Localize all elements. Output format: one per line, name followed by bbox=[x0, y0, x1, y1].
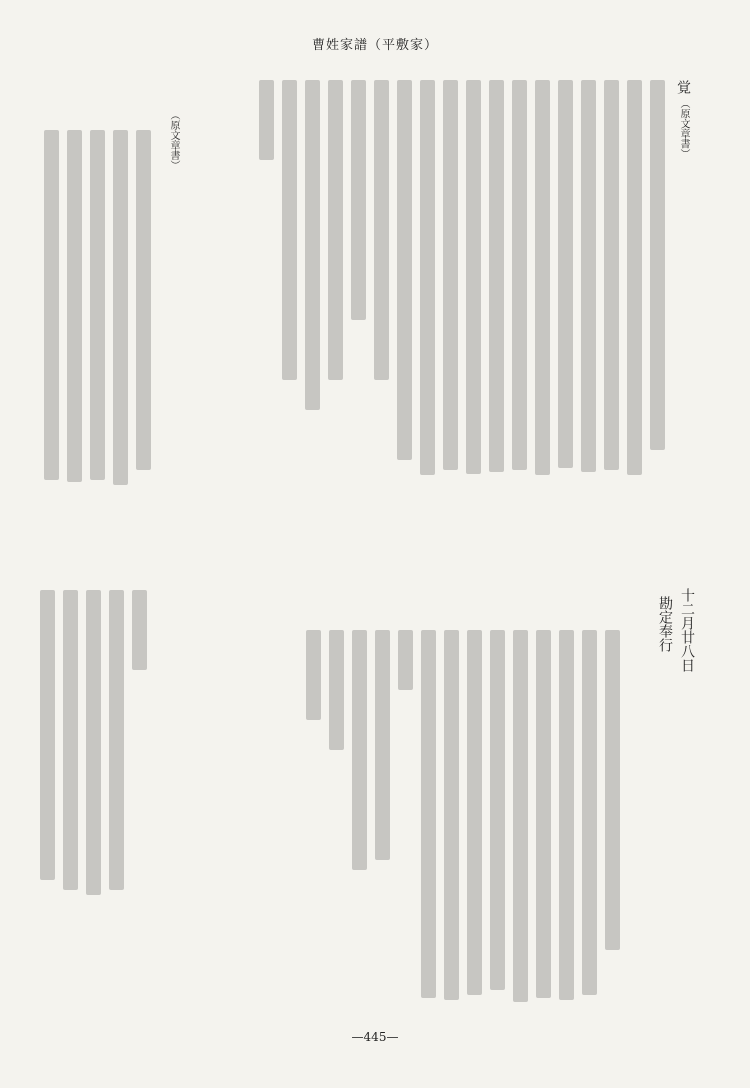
upper-left-text bbox=[44, 130, 151, 490]
text-line bbox=[398, 630, 413, 690]
text-line bbox=[558, 80, 573, 468]
text-line bbox=[374, 80, 389, 380]
text-line bbox=[420, 80, 435, 475]
text-line bbox=[559, 630, 574, 1000]
text-line bbox=[352, 630, 367, 870]
text-line bbox=[627, 80, 642, 475]
text-line bbox=[535, 80, 550, 475]
text-line bbox=[136, 130, 151, 470]
text-line bbox=[513, 630, 528, 1002]
doc2-note: （原文章書） bbox=[168, 110, 179, 170]
text-line bbox=[512, 80, 527, 470]
lower-left-text bbox=[40, 590, 147, 910]
official-title: 勘定奉行 bbox=[657, 596, 673, 652]
text-line bbox=[109, 590, 124, 890]
doc-heading-note: （原文章書） bbox=[678, 98, 689, 159]
lower-body-text bbox=[306, 630, 620, 1030]
text-line bbox=[443, 80, 458, 470]
page-header-title: 曹姓家譜（平敷家） bbox=[311, 38, 438, 53]
text-line bbox=[259, 80, 274, 160]
text-line bbox=[650, 80, 665, 450]
text-line bbox=[67, 130, 82, 482]
page-number: —445— bbox=[351, 1030, 399, 1044]
text-line bbox=[536, 630, 551, 998]
text-line bbox=[605, 630, 620, 950]
text-line bbox=[489, 80, 504, 472]
text-line bbox=[444, 630, 459, 1000]
text-line bbox=[604, 80, 619, 470]
text-line bbox=[306, 630, 321, 720]
text-line bbox=[421, 630, 436, 998]
text-line bbox=[40, 590, 55, 880]
text-line bbox=[63, 590, 78, 890]
text-line bbox=[328, 80, 343, 380]
text-line bbox=[351, 80, 366, 320]
text-line bbox=[132, 590, 147, 670]
text-line bbox=[90, 130, 105, 480]
upper-body-text bbox=[259, 80, 665, 480]
text-line bbox=[113, 130, 128, 485]
text-line bbox=[397, 80, 412, 460]
text-line bbox=[466, 80, 481, 474]
text-line bbox=[44, 130, 59, 480]
text-line bbox=[582, 630, 597, 995]
doc-heading-label: 覚 bbox=[675, 80, 691, 94]
text-line bbox=[467, 630, 482, 995]
text-line bbox=[581, 80, 596, 472]
doc-heading bbox=[676, 80, 690, 158]
text-line bbox=[490, 630, 505, 990]
text-line bbox=[329, 630, 344, 750]
document-date: 十二月廿八日 bbox=[679, 588, 695, 672]
text-line bbox=[86, 590, 101, 895]
text-line bbox=[375, 630, 390, 860]
text-line bbox=[282, 80, 297, 380]
text-line bbox=[305, 80, 320, 410]
